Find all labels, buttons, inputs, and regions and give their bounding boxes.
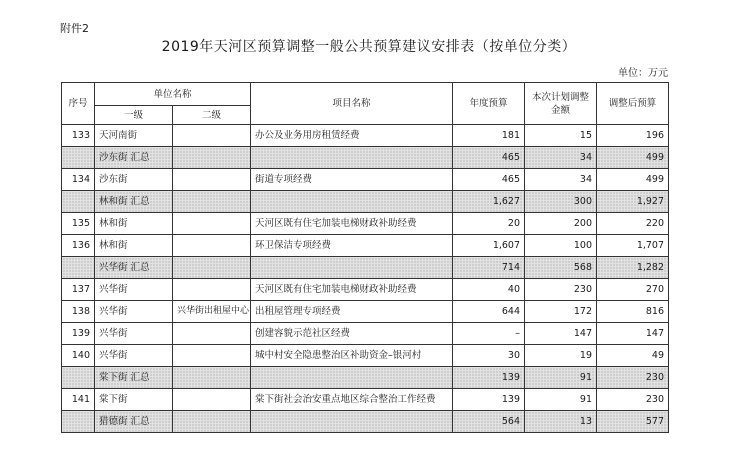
header-adjust-amount: 本次计划调整金额: [525, 83, 597, 125]
seq-cell: [62, 147, 95, 169]
project-cell: 创建容貌示范社区经费: [251, 323, 453, 345]
seq-cell: 139: [62, 323, 95, 345]
annual-budget-cell: 465: [453, 147, 525, 169]
annual-budget-cell: 1,627: [453, 191, 525, 213]
level2-cell: [173, 191, 251, 213]
adjust-amount-cell: 13: [525, 411, 597, 433]
seq-cell: 136: [62, 235, 95, 257]
level1-cell: 沙东街 汇总: [95, 147, 173, 169]
annual-budget-cell: 20: [453, 213, 525, 235]
level1-cell: 林和街: [95, 213, 173, 235]
after-budget-cell: 196: [597, 125, 669, 147]
project-cell: 城中村安全隐患整治区补助资金–银河村: [251, 345, 453, 367]
level1-cell: 沙东街: [95, 169, 173, 191]
project-cell: [251, 147, 453, 169]
annual-budget-cell: 714: [453, 257, 525, 279]
annual-budget-cell: 30: [453, 345, 525, 367]
annual-budget-cell: 181: [453, 125, 525, 147]
header-level2: 二级: [173, 106, 251, 125]
level1-cell: 兴华街 汇总: [95, 257, 173, 279]
after-budget-cell: 49: [597, 345, 669, 367]
after-budget-cell: 270: [597, 279, 669, 301]
level2-cell: [173, 147, 251, 169]
adjust-amount-cell: 34: [525, 169, 597, 191]
project-cell: 办公及业务用房租赁经费: [251, 125, 453, 147]
page-title: 2019年天河区预算调整一般公共预算建议安排表（按单位分类）: [161, 39, 577, 55]
level1-cell: 猎德街 汇总: [95, 411, 173, 433]
annual-budget-cell: 139: [453, 389, 525, 411]
project-cell: 天河区既有住宅加装电梯财政补助经费: [251, 213, 453, 235]
level1-cell: 林和街 汇总: [95, 191, 173, 213]
adjust-amount-cell: 300: [525, 191, 597, 213]
project-cell: 出租屋管理专项经费: [251, 301, 453, 323]
seq-cell: 135: [62, 213, 95, 235]
seq-cell: 134: [62, 169, 95, 191]
project-cell: 棠下街社会治安重点地区综合整治工作经费: [251, 389, 453, 411]
table-row: [62, 235, 669, 257]
annual-budget-cell: 139: [453, 367, 525, 389]
project-cell: [251, 257, 453, 279]
project-cell: 街道专项经费: [251, 169, 453, 191]
subtotal-row: [62, 257, 669, 279]
adjust-amount-cell: 147: [525, 323, 597, 345]
level1-cell: 棠下街 汇总: [95, 367, 173, 389]
subtotal-row: [62, 147, 669, 169]
adjust-amount-cell: 172: [525, 301, 597, 323]
adjust-amount-cell: 568: [525, 257, 597, 279]
annual-budget-cell: 564: [453, 411, 525, 433]
project-cell: 环卫保洁专项经费: [251, 235, 453, 257]
adjust-amount-cell: 15: [525, 125, 597, 147]
level1-cell: 兴华街: [95, 301, 173, 323]
level1-cell: 棠下街: [95, 389, 173, 411]
annual-budget-cell: 644: [453, 301, 525, 323]
level2-cell: [173, 323, 251, 345]
level2-cell: [173, 235, 251, 257]
project-cell: [251, 191, 453, 213]
annual-budget-cell: –: [453, 323, 525, 345]
adjust-amount-cell: 34: [525, 147, 597, 169]
annual-budget-cell: 40: [453, 279, 525, 301]
table-row: [62, 345, 669, 367]
header-annual-budget: 年度预算: [453, 83, 525, 125]
header-seq: 序号: [62, 83, 95, 125]
level2-cell: [173, 213, 251, 235]
after-budget-cell: 147: [597, 323, 669, 345]
table-row: [62, 301, 669, 323]
level2-cell: [173, 257, 251, 279]
seq-cell: [62, 367, 95, 389]
header-after-budget: 调整后预算: [597, 83, 669, 125]
seq-cell: [62, 411, 95, 433]
seq-cell: [62, 191, 95, 213]
adjust-amount-cell: 91: [525, 367, 597, 389]
after-budget-cell: 816: [597, 301, 669, 323]
adjust-amount-cell: 19: [525, 345, 597, 367]
after-budget-cell: 1,707: [597, 235, 669, 257]
level1-cell: 天河南街: [95, 125, 173, 147]
level1-cell: 兴华街: [95, 323, 173, 345]
level1-cell: 兴华街: [95, 345, 173, 367]
level2-cell: [173, 411, 251, 433]
unit-label: 单位：万元: [618, 68, 668, 79]
table-row: [62, 323, 669, 345]
attachment-label: 附件2: [60, 22, 89, 35]
adjust-amount-cell: 200: [525, 213, 597, 235]
table-row: [62, 125, 669, 147]
seq-cell: 141: [62, 389, 95, 411]
table-row: [62, 169, 669, 191]
level2-cell: [173, 367, 251, 389]
adjust-amount-cell: 91: [525, 389, 597, 411]
subtotal-row: [62, 367, 669, 389]
level2-cell: [173, 345, 251, 367]
after-budget-cell: 1,282: [597, 257, 669, 279]
table-row: [62, 389, 669, 411]
after-budget-cell: 220: [597, 213, 669, 235]
subtotal-row: [62, 411, 669, 433]
level2-cell: [173, 125, 251, 147]
level2-cell: [173, 169, 251, 191]
seq-cell: 138: [62, 301, 95, 323]
after-budget-cell: 499: [597, 147, 669, 169]
project-cell: 天河区既有住宅加装电梯财政补助经费: [251, 279, 453, 301]
level2-cell: [173, 389, 251, 411]
after-budget-cell: 230: [597, 367, 669, 389]
annual-budget-cell: 465: [453, 169, 525, 191]
header-level1: 一级: [95, 106, 173, 125]
seq-cell: 133: [62, 125, 95, 147]
adjust-amount-cell: 230: [525, 279, 597, 301]
after-budget-cell: 577: [597, 411, 669, 433]
subtotal-row: [62, 191, 669, 213]
level1-cell: 兴华街: [95, 279, 173, 301]
header-project: 项目名称: [251, 83, 453, 125]
level1-cell: 林和街: [95, 235, 173, 257]
project-cell: [251, 367, 453, 389]
seq-cell: [62, 257, 95, 279]
seq-cell: 140: [62, 345, 95, 367]
after-budget-cell: 1,927: [597, 191, 669, 213]
header-unit-name: 单位名称: [95, 83, 251, 106]
budget-table: [61, 82, 669, 433]
table-body: [62, 125, 669, 433]
after-budget-cell: 230: [597, 389, 669, 411]
project-cell: [251, 411, 453, 433]
table-row: [62, 213, 669, 235]
annual-budget-cell: 1,607: [453, 235, 525, 257]
table-row: [62, 279, 669, 301]
after-budget-cell: 499: [597, 169, 669, 191]
level2-cell: [173, 279, 251, 301]
seq-cell: 137: [62, 279, 95, 301]
adjust-amount-cell: 100: [525, 235, 597, 257]
level2-cell: 兴华街出租屋中心: [173, 301, 251, 323]
